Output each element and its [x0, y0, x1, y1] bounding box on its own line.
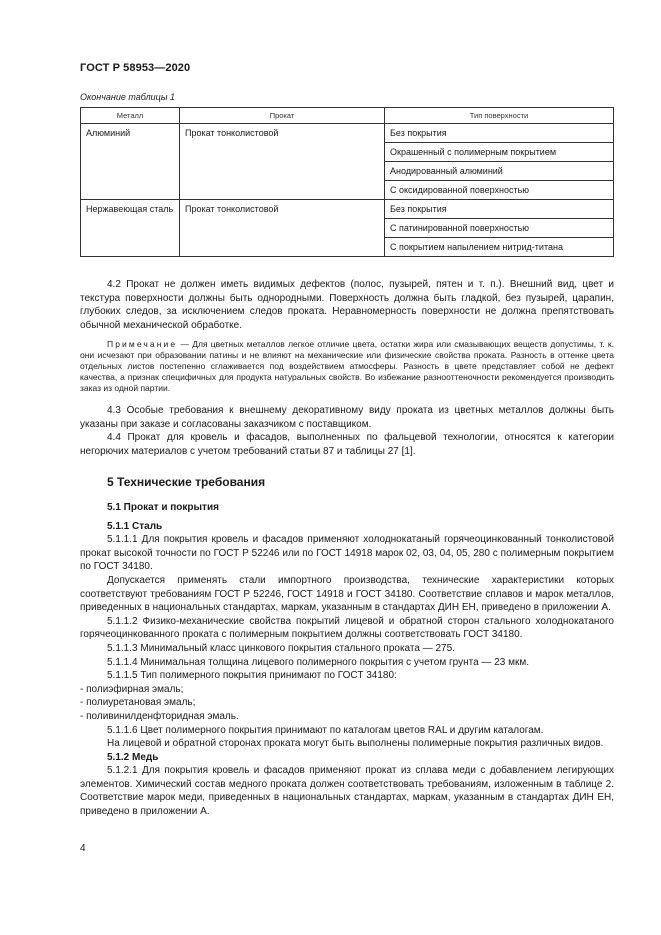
clauses-4-3-4-4-block — [80, 404, 614, 458]
paragraph-4-3: 4.3 Особые требования к внешнему декоративному виду проката из цветных металлов должны быть указаны при заказе и согласованы заказчиком с поставщиком. — [80, 405, 614, 430]
list-item: - полиэфирная эмаль; — [80, 683, 184, 695]
paragraph-coating-sides: На лицевой и обратной сторонах проката могут быть выполнены полимерные покрытия различных видов. — [107, 738, 604, 750]
page-number: 4 — [80, 843, 86, 854]
surface-types-table — [80, 107, 614, 257]
paragraph-5-1-2-1: 5.1.2.1 Для покрытия кровель и фасадов применяют прокат из сплава меди с добавлением легирующих элементов. Химический состав медного проката должен соответствовать требованиям, изложенным в таблице 2. Соответствие марок меди, приведенных в национальных стандартах, маркам, указанным в стандартах ДИН ЕН, приведено в приложении А. — [80, 765, 614, 818]
section-5-heading: 5 Технические требования — [107, 475, 266, 489]
paragraph-import-steel: Допускается применять стали импортного производства, технические характеристики которых соответствуют требованиям ГОСТ Р 52246, ГОСТ 14918 и ГОСТ 34180. Соответствие сплавов и марок металлов, приведенных в национальных стандартах, маркам, указанным в стандартах ДИН ЕН, приведено в приложении А. — [80, 574, 614, 614]
paragraph-5-1-1-4: 5.1.1.4 Минимальная толщина лицевого полимерного покрытия с учетом грунта — 23 мкм. — [107, 656, 529, 668]
note-block — [80, 339, 614, 394]
paragraph-5-1-1-2: 5.1.1.2 Физико-механические свойства покрытий лицевой и обратной сторон стального холоднокатаного горячеоцинкованного проката с полимерным покрытием должны соответствовать ГОСТ 34180. — [80, 615, 614, 641]
note-label: Примечание — [107, 339, 178, 349]
subsection-5-1-1-heading: 5.1.1 Сталь — [107, 520, 163, 532]
paragraph-4-4: 4.4 Прокат для кровель и фасадов, выполненных по фальцевой технологии, относятся к категории негорючих материалов с учетом требований статьи 87 и таблицы 27 [1]. — [80, 432, 614, 457]
list-item: - полиуретановая эмаль; — [80, 697, 196, 709]
cell-surface: С покрытием напылением нитрид-титана — [385, 238, 614, 257]
paragraph-5-1-1-5: 5.1.1.5 Тип полимерного покрытия принимают по ГОСТ 34180: — [107, 670, 397, 682]
cell-product: Прокат тонколистовой — [180, 200, 385, 257]
paragraph-4-2: 4.2 Прокат не должен иметь видимых дефектов (полос, пузырей, пятен и т. п.). Внешний вид, цвет и текстура поверхности должны быть однородными. Поверхность должна быть гладкой, без пузырей, царапин, глубоких следов, за исключением следов проката. Неравномерность поверхности не должна препятствовать обычной механической обработке. — [80, 279, 614, 331]
cell-surface: С оксидированной поверхностью — [385, 181, 614, 200]
paragraph-5-1-1-1: 5.1.1.1 Для покрытия кровель и фасадов применяют холоднокатаный горячеоцинкованный тонколистовой прокат высокой точности по ГОСТ Р 52246 или по ГОСТ 14918 марок 02, 03, 04, 05, 280 с полимерным покрытием по ГОСТ 34180. — [80, 534, 614, 573]
clause-4-2-block — [80, 278, 614, 332]
cell-surface: Без покрытия — [385, 124, 614, 143]
cell-surface: Окрашенный с полимерным покрытием — [385, 143, 614, 162]
list-item: - поливинилденфторидная эмаль. — [80, 710, 239, 722]
subsection-5-1-heading: 5.1 Прокат и покрытия — [107, 502, 219, 513]
subsection-5-1-2-heading: 5.1.2 Медь — [107, 751, 159, 763]
cell-surface: Анодированный алюминий — [385, 162, 614, 181]
column-header-surface: Тип поверхности — [385, 108, 614, 124]
column-header-product: Прокат — [180, 108, 385, 124]
paragraph-5-1-1-6: 5.1.1.6 Цвет полимерного покрытия принимают по каталогам цветов RAL и другим каталогам. — [107, 724, 544, 736]
standard-header: ГОСТ Р 58953—2020 — [80, 62, 191, 74]
paragraph-5-1-1-3: 5.1.1.3 Минимальный класс цинкового покрытия стального проката — 275. — [107, 642, 455, 654]
note-text: — Для цветных металлов легкое отличие цвета, остатки жира или смазывающих веществ допустимы, т. к. они исчезают при образовании патины и не влияют на механические или физические свойства проката. Разность в оттенке цвета отдельных листов постепенно сглаживается под воздействием атмосферы. Разность в цвете представляет собой не дефект качества, а признак специфичных для продукта натуральных свойств. Во избежание разнооттеночности рекомендуется производить заказ из одной партии. — [80, 339, 614, 394]
cell-metal: Алюминий — [81, 124, 180, 200]
note-paragraph — [80, 339, 614, 394]
cell-metal: Нержавеющая сталь — [81, 200, 180, 257]
table-row — [81, 200, 614, 219]
table-header-row — [81, 108, 614, 124]
cell-product: Прокат тонколистовой — [180, 124, 385, 200]
table-caption: Окончание таблицы 1 — [80, 92, 175, 102]
column-header-metal: Металл — [81, 108, 180, 124]
table-row — [81, 124, 614, 143]
cell-surface: С патинированной поверхностью — [385, 219, 614, 238]
cell-surface: Без покрытия — [385, 200, 614, 219]
section-5-body — [80, 501, 614, 819]
